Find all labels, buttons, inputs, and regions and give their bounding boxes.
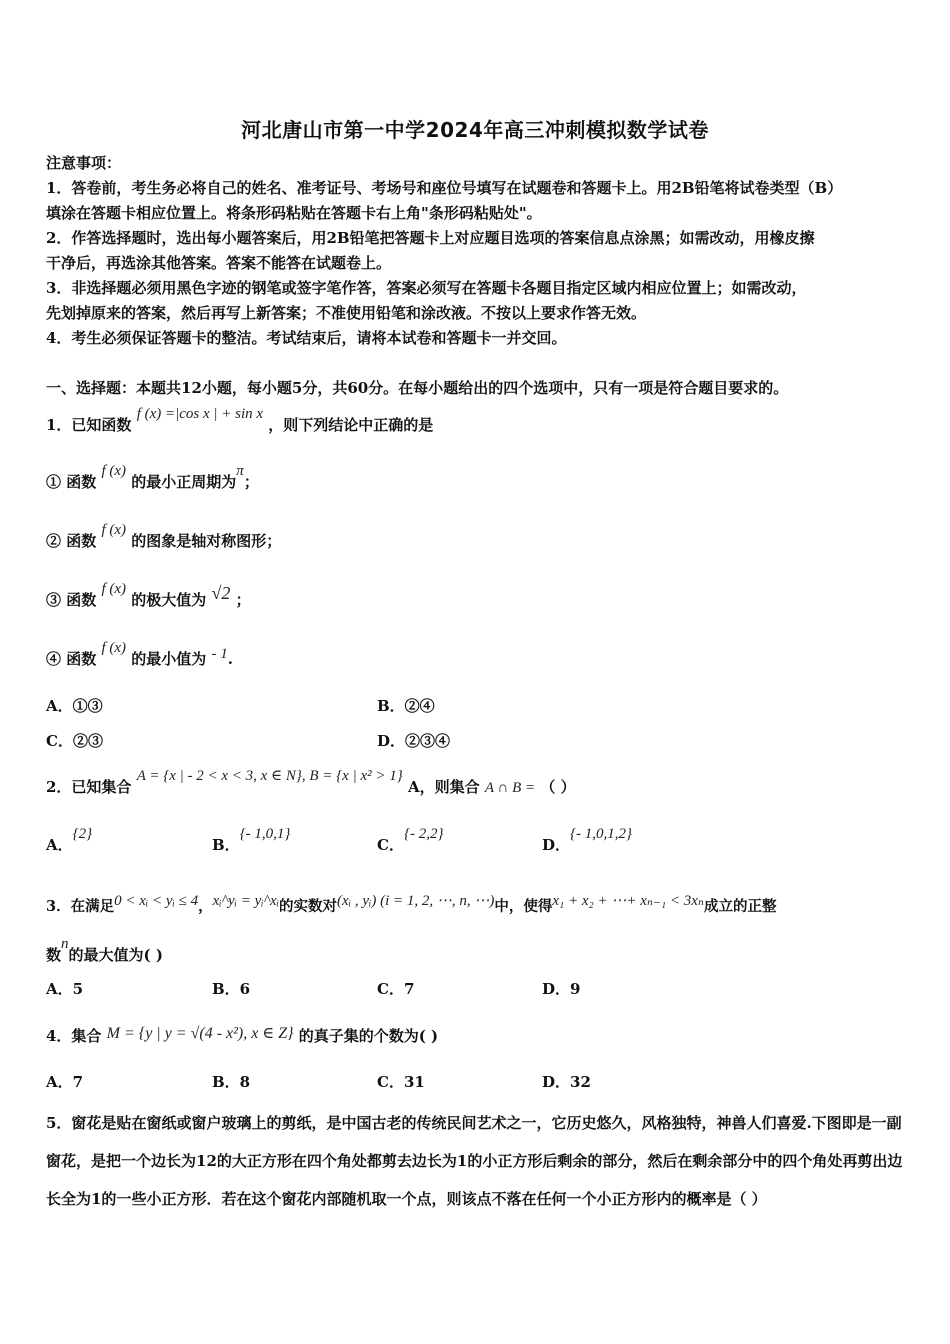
q3-option-b[interactable]: B．6 xyxy=(212,980,251,998)
q1-s2-fx: f (x) xyxy=(101,522,127,538)
q1-suffix: ，则下列结论中正确的是 xyxy=(268,416,434,434)
q3-prefix: 3．在满足 xyxy=(46,898,115,915)
q1-option-c[interactable]: C．②③ xyxy=(46,732,103,750)
q1-s3-end: ； xyxy=(235,591,251,609)
q3-line2-start: 数 xyxy=(46,946,62,964)
q4-suffix: 的真子集的个数为( ) xyxy=(298,1027,439,1045)
section-heading: 一、选择题：本题共12小题，每小题5分，共60分。在每小题给出的四个选项中，只有一项是符合题目要求的。 xyxy=(46,379,789,397)
note-2a: 2．作答选择题时，选出每小题答案后，用2B铅笔把答题卡上对应题目选项的答案信息点涂黑；如需改动，用橡皮擦 xyxy=(46,229,815,247)
q4-option-c[interactable]: C．31 xyxy=(377,1073,425,1091)
q2-d-value: {- 1,0,1,2} xyxy=(570,826,633,842)
notes-heading: 注意事项： xyxy=(46,154,122,172)
q3-formula-1: 0 < xᵢ < yᵢ ≤ 4 xyxy=(114,893,199,909)
q1-s1-end: ； xyxy=(243,473,259,491)
q2-b-value: {- 1,0,1} xyxy=(239,826,291,842)
note-2b: 干净后，再选涂其他答案。答案不能答在试题卷上。 xyxy=(46,254,392,272)
q2-paren: （ ） xyxy=(540,778,576,796)
q3-option-a[interactable]: A．5 xyxy=(46,980,84,998)
q1-s3-fx: f (x) xyxy=(101,581,127,597)
q1-statement-1 xyxy=(46,463,259,492)
q1-s1-fx: f (x) xyxy=(101,463,127,479)
q3-mid: 的实数对 xyxy=(279,898,338,915)
q1-option-b[interactable]: B．②④ xyxy=(377,697,435,715)
q4-prefix: 4．集合 xyxy=(46,1027,102,1045)
note-4: 4．考生必须保证答题卡的整洁。考试结束后，请将本试卷和答题卡一并交回。 xyxy=(46,329,567,347)
note-3b: 先划掉原来的答案，然后再写上新答案；不准使用铅笔和涂改液。不按以上要求作答无效。 xyxy=(46,304,647,322)
q1-s4-fx: f (x) xyxy=(101,640,127,656)
q1-option-a[interactable]: A．①③ xyxy=(46,697,103,715)
q1-s1-text: 的最小正周期为 xyxy=(131,473,237,491)
q1-s2-text: 的图象是轴对称图形； xyxy=(131,532,282,550)
q1-s3-text: 的极大值为 xyxy=(131,591,207,609)
q1-s1-pi: π xyxy=(236,463,244,479)
q3-comma: ， xyxy=(198,898,213,915)
note-1b: 填涂在答题卡相应位置上。将条形码粘贴在答题卡右上角"条形码粘贴处"。 xyxy=(46,204,542,222)
q3-formula-3: (xᵢ , yᵢ) (i = 1, 2, ⋯, n, ⋯) xyxy=(337,893,495,909)
q1-statement-4 xyxy=(46,640,234,669)
q2-option-a[interactable] xyxy=(46,826,93,855)
q3-mid2: 中，使得 xyxy=(494,898,553,915)
q3-option-d[interactable]: D．9 xyxy=(542,980,581,998)
q2-option-c[interactable] xyxy=(377,826,444,855)
q1-s4-label: ④ 函数 xyxy=(46,650,97,668)
q4-stem xyxy=(46,1025,438,1046)
q2-formula2: A ∩ B = xyxy=(484,780,536,796)
q3-stem xyxy=(46,895,776,916)
q3-option-c[interactable]: C．7 xyxy=(377,980,415,998)
q1-stem xyxy=(46,406,434,435)
q1-formula: f (x) =|cos x | + sin x xyxy=(136,406,264,422)
q2-b-label: B． xyxy=(212,836,240,854)
q1-statement-2 xyxy=(46,522,282,551)
q4-option-a[interactable]: A．7 xyxy=(46,1073,84,1091)
q2-c-value: {- 2,2} xyxy=(403,826,444,842)
q3-line2-end: 的最大值为( ) xyxy=(68,946,163,964)
q2-suffix: A，则集合 xyxy=(407,778,480,796)
q3-stem-line2 xyxy=(46,936,163,965)
q2-prefix: 2．已知集合 xyxy=(46,778,132,796)
q1-statement-3 xyxy=(46,581,251,610)
q3-formula-4: x₁ + x₂ + ⋯+ xₙ₋₁ < 3xₙ xyxy=(552,893,704,909)
note-3a: 3．非选择题必须用黑色字迹的钢笔或签字笔作答，答案必须写在答题卡各题目指定区域内相应位置上；如需改动， xyxy=(46,279,807,297)
q2-c-label: C． xyxy=(377,836,404,854)
q4-option-d[interactable]: D．32 xyxy=(542,1073,591,1091)
page-title: 河北唐山市第一中学2024年高三冲刺模拟数学试卷 xyxy=(241,118,709,142)
q2-a-label: A． xyxy=(46,836,73,854)
q5-stem: 5．窗花是贴在窗纸或窗户玻璃上的剪纸，是中国古老的传统民间艺术之一，它历史悠久，风格独特，神兽人们喜爱.下图即是一副窗花，是把一个边长为12的大正方形在四个角处都剪去边长为1的小正方形后剩余的部分，然后在剩余部分中的四个角处再剪出边长全为1的一些小正方形．若在这个窗花内部随机取一个点，则该点不落在任何一个小正方形内的概率是（ ） xyxy=(46,1114,903,1208)
q1-s3-label: ③ 函数 xyxy=(46,591,97,609)
q1-s4-text: 的最小值为 xyxy=(131,650,207,668)
q2-d-label: D． xyxy=(542,836,571,854)
q2-option-d[interactable] xyxy=(542,826,633,855)
q2-stem xyxy=(46,768,576,797)
q3-suffix: 成立的正整 xyxy=(703,898,777,915)
q4-formula: M = {y | y = √(4 - x²), x ∈ Z} xyxy=(106,1025,294,1042)
q1-option-d[interactable]: D．②③④ xyxy=(377,732,451,750)
q1-s2-label: ② 函数 xyxy=(46,532,97,550)
q1-s1-label: ① 函数 xyxy=(46,473,97,491)
q2-formula: A = {x | - 2 < x < 3, x ∈ N}, B = {x | x² > 1} xyxy=(136,768,403,784)
q3-formula-2: xᵢ^yᵢ = yᵢ^xᵢ xyxy=(212,893,280,909)
q1-s4-value: - 1 xyxy=(211,646,228,662)
q1-s3-sqrt2: √2 xyxy=(211,583,231,603)
q4-option-b[interactable]: B．8 xyxy=(212,1073,251,1091)
q3-n: n xyxy=(61,936,69,952)
q1-prefix: 1．已知函数 xyxy=(46,416,132,434)
note-1a: 1．答卷前，考生务必将自己的姓名、准考证号、考场号和座位号填写在试题卷和答题卡上。用2B铅笔将试卷类型（B） xyxy=(46,179,843,197)
q2-a-value: {2} xyxy=(72,826,93,842)
q2-option-b[interactable] xyxy=(212,826,291,855)
q1-s4-end: . xyxy=(227,650,234,668)
